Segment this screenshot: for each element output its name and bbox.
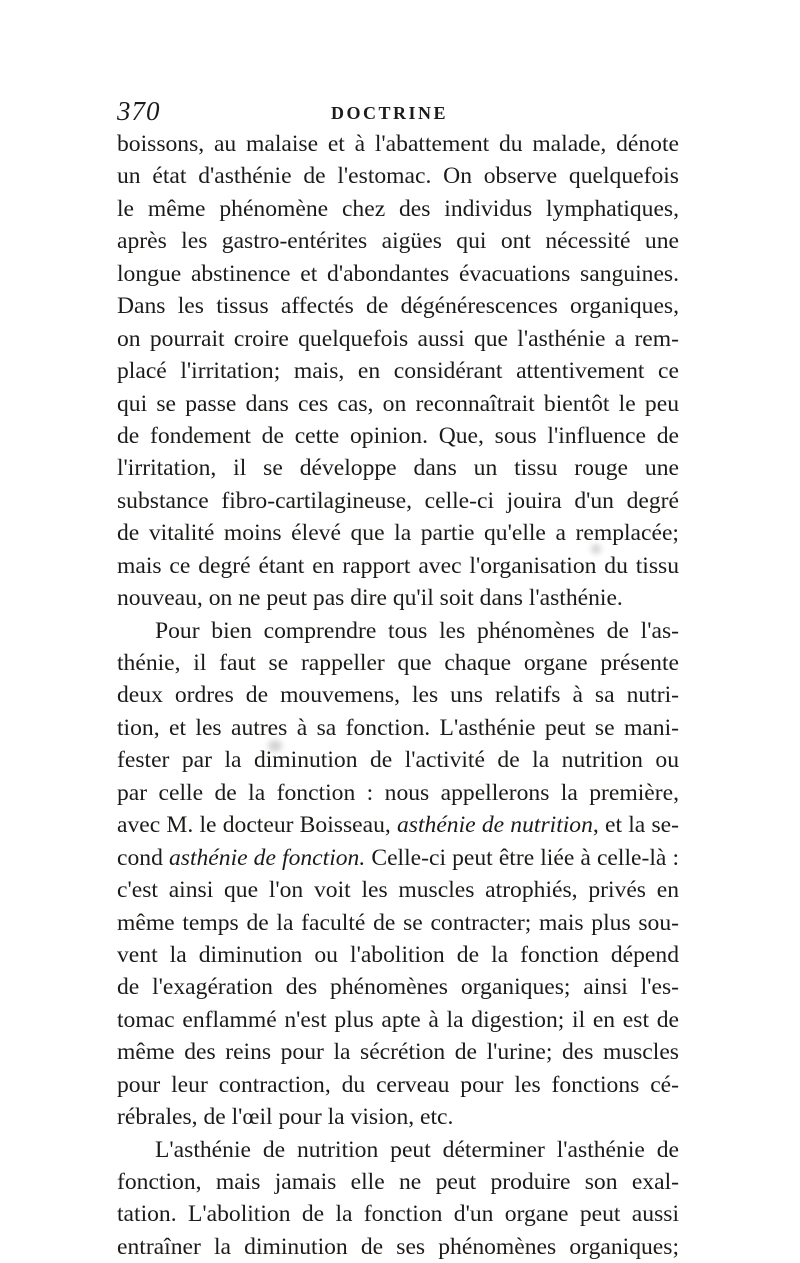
- text-line-mixed: [117, 809, 679, 841]
- italic-term: asthénie de nutrition: [397, 812, 593, 839]
- text-line: tion, et les autres à sa fonction. L'asthénie peut se mani-: [117, 714, 679, 741]
- text-line: même des reins pour la sécrétion de l'urine; des muscles: [117, 1039, 679, 1066]
- text-line: de l'exagération des phénomènes organiques; ainsi l'es-: [117, 974, 679, 1001]
- text-line: de vitalité moins élevé que la partie qu'elle a remplacée;: [117, 520, 679, 547]
- text-line: vent la diminution ou l'abolition de la fonction dépend: [117, 941, 679, 968]
- body-text: [117, 128, 679, 1263]
- italic-term: asthénie de fonction.: [168, 844, 366, 871]
- text-line: un état d'asthénie de l'estomac. On observe quelquefois: [117, 163, 679, 190]
- text-run: , et la se-: [592, 812, 679, 839]
- text-line: boissons, au malaise et à l'abattement du malade, dénote: [117, 131, 679, 157]
- text-line: l'irritation, il se développe dans un tissu rouge une: [117, 455, 679, 482]
- text-line: fester par la diminution de l'activité de la nutrition ou: [117, 747, 679, 774]
- text-line: pour leur contraction, du cerveau pour les fonctions cé-: [117, 1071, 679, 1098]
- ink-stain: [268, 740, 282, 752]
- text-line: après les gastro-entérites aigües qui ont nécessité une: [117, 228, 679, 255]
- text-line: mais ce degré étant en rapport avec l'organisation du tissu: [117, 552, 679, 579]
- text-run: Celle-ci peut être liée à celle-là :: [365, 844, 680, 871]
- running-head: DOCTRINE: [331, 103, 449, 123]
- text-line: tation. L'abolition de la fonction d'un organe peut aussi: [117, 1201, 679, 1228]
- text-line: on pourrait croire quelquefois aussi que l'asthénie a rem-: [117, 325, 679, 352]
- text-line: substance fibro-cartilagineuse, celle-ci jouira d'un degré: [117, 487, 679, 514]
- text-line: Pour bien comprendre tous les phénomènes de l'as-: [155, 617, 679, 644]
- text-line: L'asthénie de nutrition peut déterminer l'asthénie de: [155, 1136, 679, 1163]
- text-line: entraîner la diminution de ses phénomènes organiques;: [117, 1233, 679, 1260]
- text-line: le même phénomène chez des individus lymphatiques,: [117, 195, 679, 222]
- text-line: même temps de la faculté de se contracter; mais plus sou-: [117, 909, 679, 936]
- text-line: placé l'irritation; mais, en considérant attentivement ce: [117, 358, 679, 385]
- text-line: Dans les tissus affectés de dégénérescences organiques,: [117, 293, 679, 320]
- text-run: avec M. le docteur Boisseau,: [117, 812, 391, 839]
- text-line: longue abstinence et d'abondantes évacuations sanguines.: [117, 260, 679, 287]
- text-run: cond: [117, 844, 163, 871]
- page-header: [117, 96, 687, 130]
- text-line: deux ordres de mouvemens, les uns relatifs à sa nutri-: [117, 682, 679, 709]
- text-line-mixed: [117, 842, 679, 874]
- text-line: nouveau, on ne peut pas dire qu'il soit dans l'asthénie.: [117, 585, 623, 612]
- text-line: fonction, mais jamais elle ne peut produire son exal-: [117, 1169, 679, 1195]
- text-line: de fondement de cette opinion. Que, sous l'influence de: [117, 422, 679, 449]
- page-number: 370: [117, 96, 161, 126]
- text-line: c'est ainsi que l'on voit les muscles atrophiés, privés en: [117, 877, 679, 904]
- text-line: thénie, il faut se rappeller que chaque organe présente: [117, 650, 679, 676]
- ink-stain: [591, 544, 601, 554]
- text-line: rébrales, de l'œil pour la vision, etc.: [117, 1104, 454, 1131]
- text-line: qui se passe dans ces cas, on reconnaîtrait bientôt le peu: [117, 390, 679, 417]
- text-line: tomac enflammé n'est plus apte à la digestion; il en est de: [117, 1006, 679, 1033]
- text-line: par celle de la fonction : nous appellerons la première,: [117, 779, 679, 806]
